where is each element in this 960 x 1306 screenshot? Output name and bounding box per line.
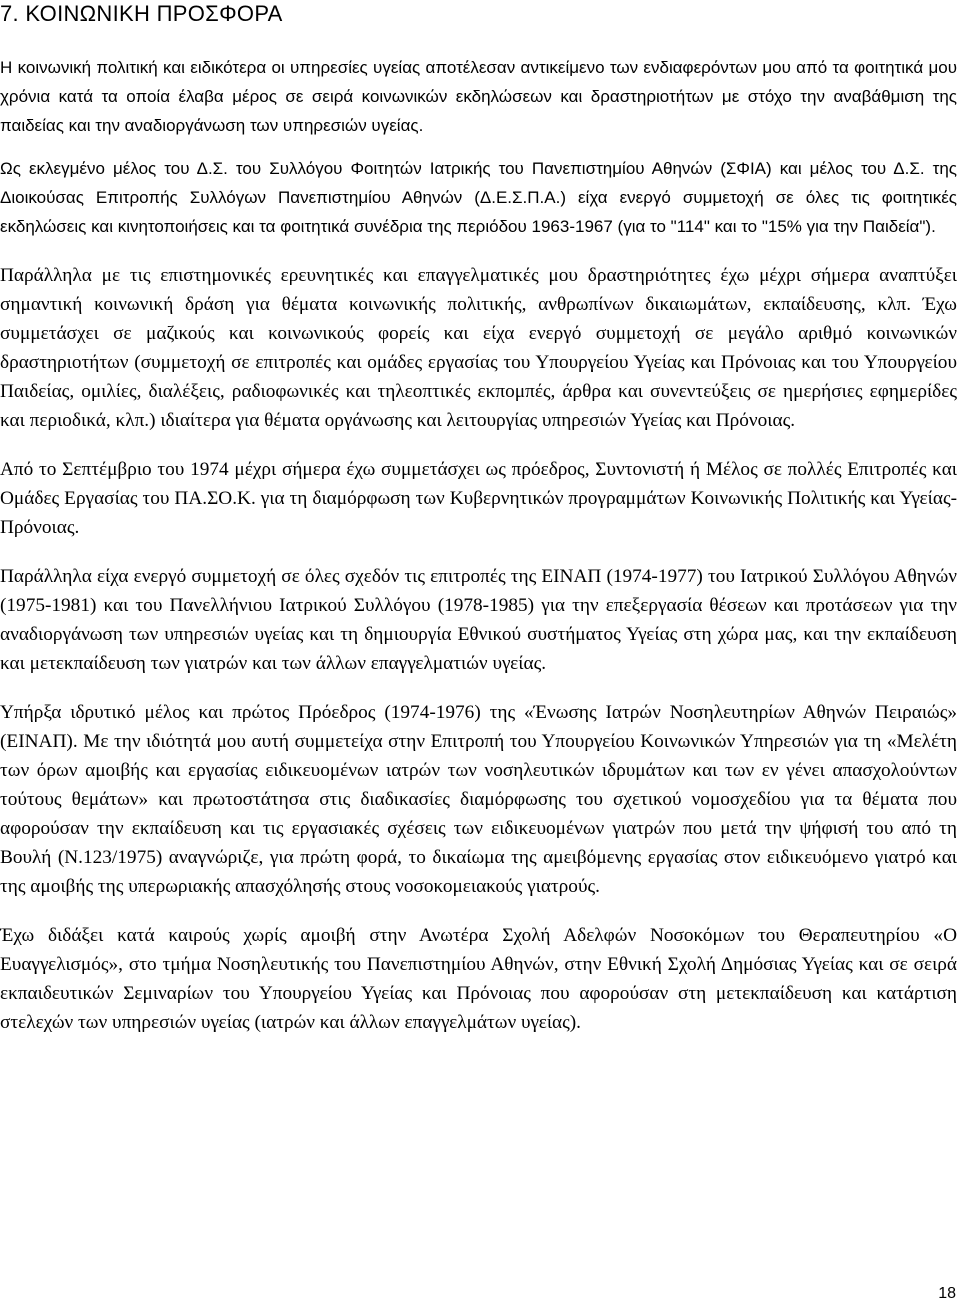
paragraph-social-activity: Παράλληλα με τις επιστημονικές ερευνητικές και επαγγελματικές μου δραστηριότητες έχω μέχρι σήμερα αναπτύξει σημαντική κοινωνική δράση για θέματα κοινωνικής πολιτικής, ανθρωπίνων δικαιωμάτων, εκπαίδευσης, κλπ. Έχω συμμετάσχει σε μαζικούς και κοινωνικούς φορείς και είχα ενεργό συμμετοχή σε μεγάλο αριθμό κοινωνικών δραστηριοτήτων (συμμετοχή σε επιτροπές και ομάδες εργασίας του Υπουργείου Υγείας και Πρόνοιας και του Υπουργείου Παιδείας, ομιλίες, διαλέξεις, ραδιοφωνικές και τηλεοπτικές εκπομπές, άρθρα και συνεντεύξεις σε ημερήσιες εφημερίδες και περιοδικά, κλπ.) ιδιαίτερα για θέματα οργάνωσης και λειτουργίας υπηρεσιών Υγείας και Πρόνοιας. bbox=[0, 265, 957, 431]
document-body bbox=[0, 53, 957, 1057]
paragraph-medical-associations: Παράλληλα είχα ενεργό συμμετοχή σε όλες σχεδόν τις επιτροπές της ΕΙΝΑΠ (1974-1977) του Ιατρικού Συλλόγου Αθηνών (1975-1981) και του Πανελλήνιου Ιατρικού Συλλόγου (1978-1985) για την επεξεργασία θέσεων και προτάσεων για την αναδιοργάνωση των υπηρεσιών υγείας και τη δημιουργία Εθνικού συστήματος Υγείας στη χώρα μας, και την εκπαίδευση και μετεκπαίδευση των γιατρών και των άλλων επαγγελματιών υγείας. bbox=[0, 566, 957, 674]
paragraph-pasok-committees: Από το Σεπτέμβριο του 1974 μέχρι σήμερα έχω συμμετάσχει ως πρόεδρος, Συντονιστή ή Μέλος σε πολλές Επιτροπές και Ομάδες Εργασίας του ΠΑ.ΣΟ.Κ. για τη διαμόρφωση των Κυβερνητικών προγραμμάτων Κοινωνικής Πολιτικής και Υγείας- Πρόνοιας. bbox=[0, 459, 957, 538]
paragraph-student-union: Ως εκλεγμένο μέλος του Δ.Σ. του Συλλόγου Φοιτητών Ιατρικής του Πανεπιστημίου Αθηνών (ΣΦΙΑ) και μέλος του Δ.Σ. της Διοικούσας Επιτροπής Συλλόγων Πανεπιστημίου Αθηνών (Δ.Ε.Σ.Π.Α.) είχα ενεργό συμμετοχή σε όλες τις φοιτητικές εκδηλώσεις και κινητοποιήσεις και τα φοιτητικά συνέδρια της περιόδου 1963-1967 (για το "114" και το "15% για την Παιδεία"). bbox=[0, 159, 957, 236]
paragraph-student-years: Η κοινωνική πολιτική και ειδικότερα οι υπηρεσίες υγείας αποτέλεσαν αντικείμενο των ενδιαφερόντων μου από τα φοιτητικά μου χρόνια κατά τα οποία έλαβα μέρος σε σειρά κοινωνικών εκδηλώσεων και δραστηριοτήτων με στόχο την αναβάθμιση της παιδείας και την αναδιοργάνωση των υπηρεσιών υγείας. bbox=[0, 58, 957, 135]
section-heading: 7. ΚΟΙΝΩΝΙΚΗ ΠΡΟΣΦΟΡΑ bbox=[0, 1, 283, 26]
page-number: 18 bbox=[938, 1285, 956, 1302]
paragraph-teaching: Έχω διδάξει κατά καιρούς χωρίς αμοιβή στην Ανωτέρα Σχολή Αδελφών Νοσοκόμων του Θεραπευτηρίου «Ο Ευαγγελισμός», στο τμήμα Νοσηλευτικής του Πανεπιστημίου Αθηνών, στην Εθνική Σχολή Δημόσιας Υγείας και σε σειρά εκπαιδευτικών Σεμιναρίων του Υπουργείου Υγείας και Πρόνοιας που αφορούσαν στη μετεκπαίδευση και κατάρτιση στελεχών των υπηρεσιών υγείας (ιατρών και άλλων επαγγελμάτων υγείας). bbox=[0, 925, 957, 1033]
paragraph-einap-founder: Υπήρξα ιδρυτικό μέλος και πρώτος Πρόεδρος (1974-1976) της «Ένωσης Ιατρών Νοσηλευτηρίων Αθηνών Πειραιώς» (ΕΙΝΑΠ). Με την ιδιότητά μου αυτή συμμετείχα στην Επιτροπή του Υπουργείου Κοινωνικών Υπηρεσιών για τη «Μελέτη των όρων αμοιβής και εργασίας ειδικευομένων ιατρών των νοσηλευτικών ιδρυμάτων και των εν γένει απασχολούντων τούτους θεμάτων» και πρωτοστάτησα στις διαδικασίες διαμόρφωσης του σχετικού νομοσχεδίου για τα θέματα που αφορούσαν την εκπαίδευση και τις εργασιακές σχέσεις των ειδικευομένων γιατρών που μετά την ψήφισή του από τη Βουλή (Ν.123/1975) αναγνώριζε, για πρώτη φορά, το δικαίωμα της αμειβόμενης εργασίας στον ειδικευόμενο γιατρό και της αμοιβής της υπερωριακής απασχόλησής στους νοσοκομειακούς γιατρούς. bbox=[0, 702, 957, 897]
